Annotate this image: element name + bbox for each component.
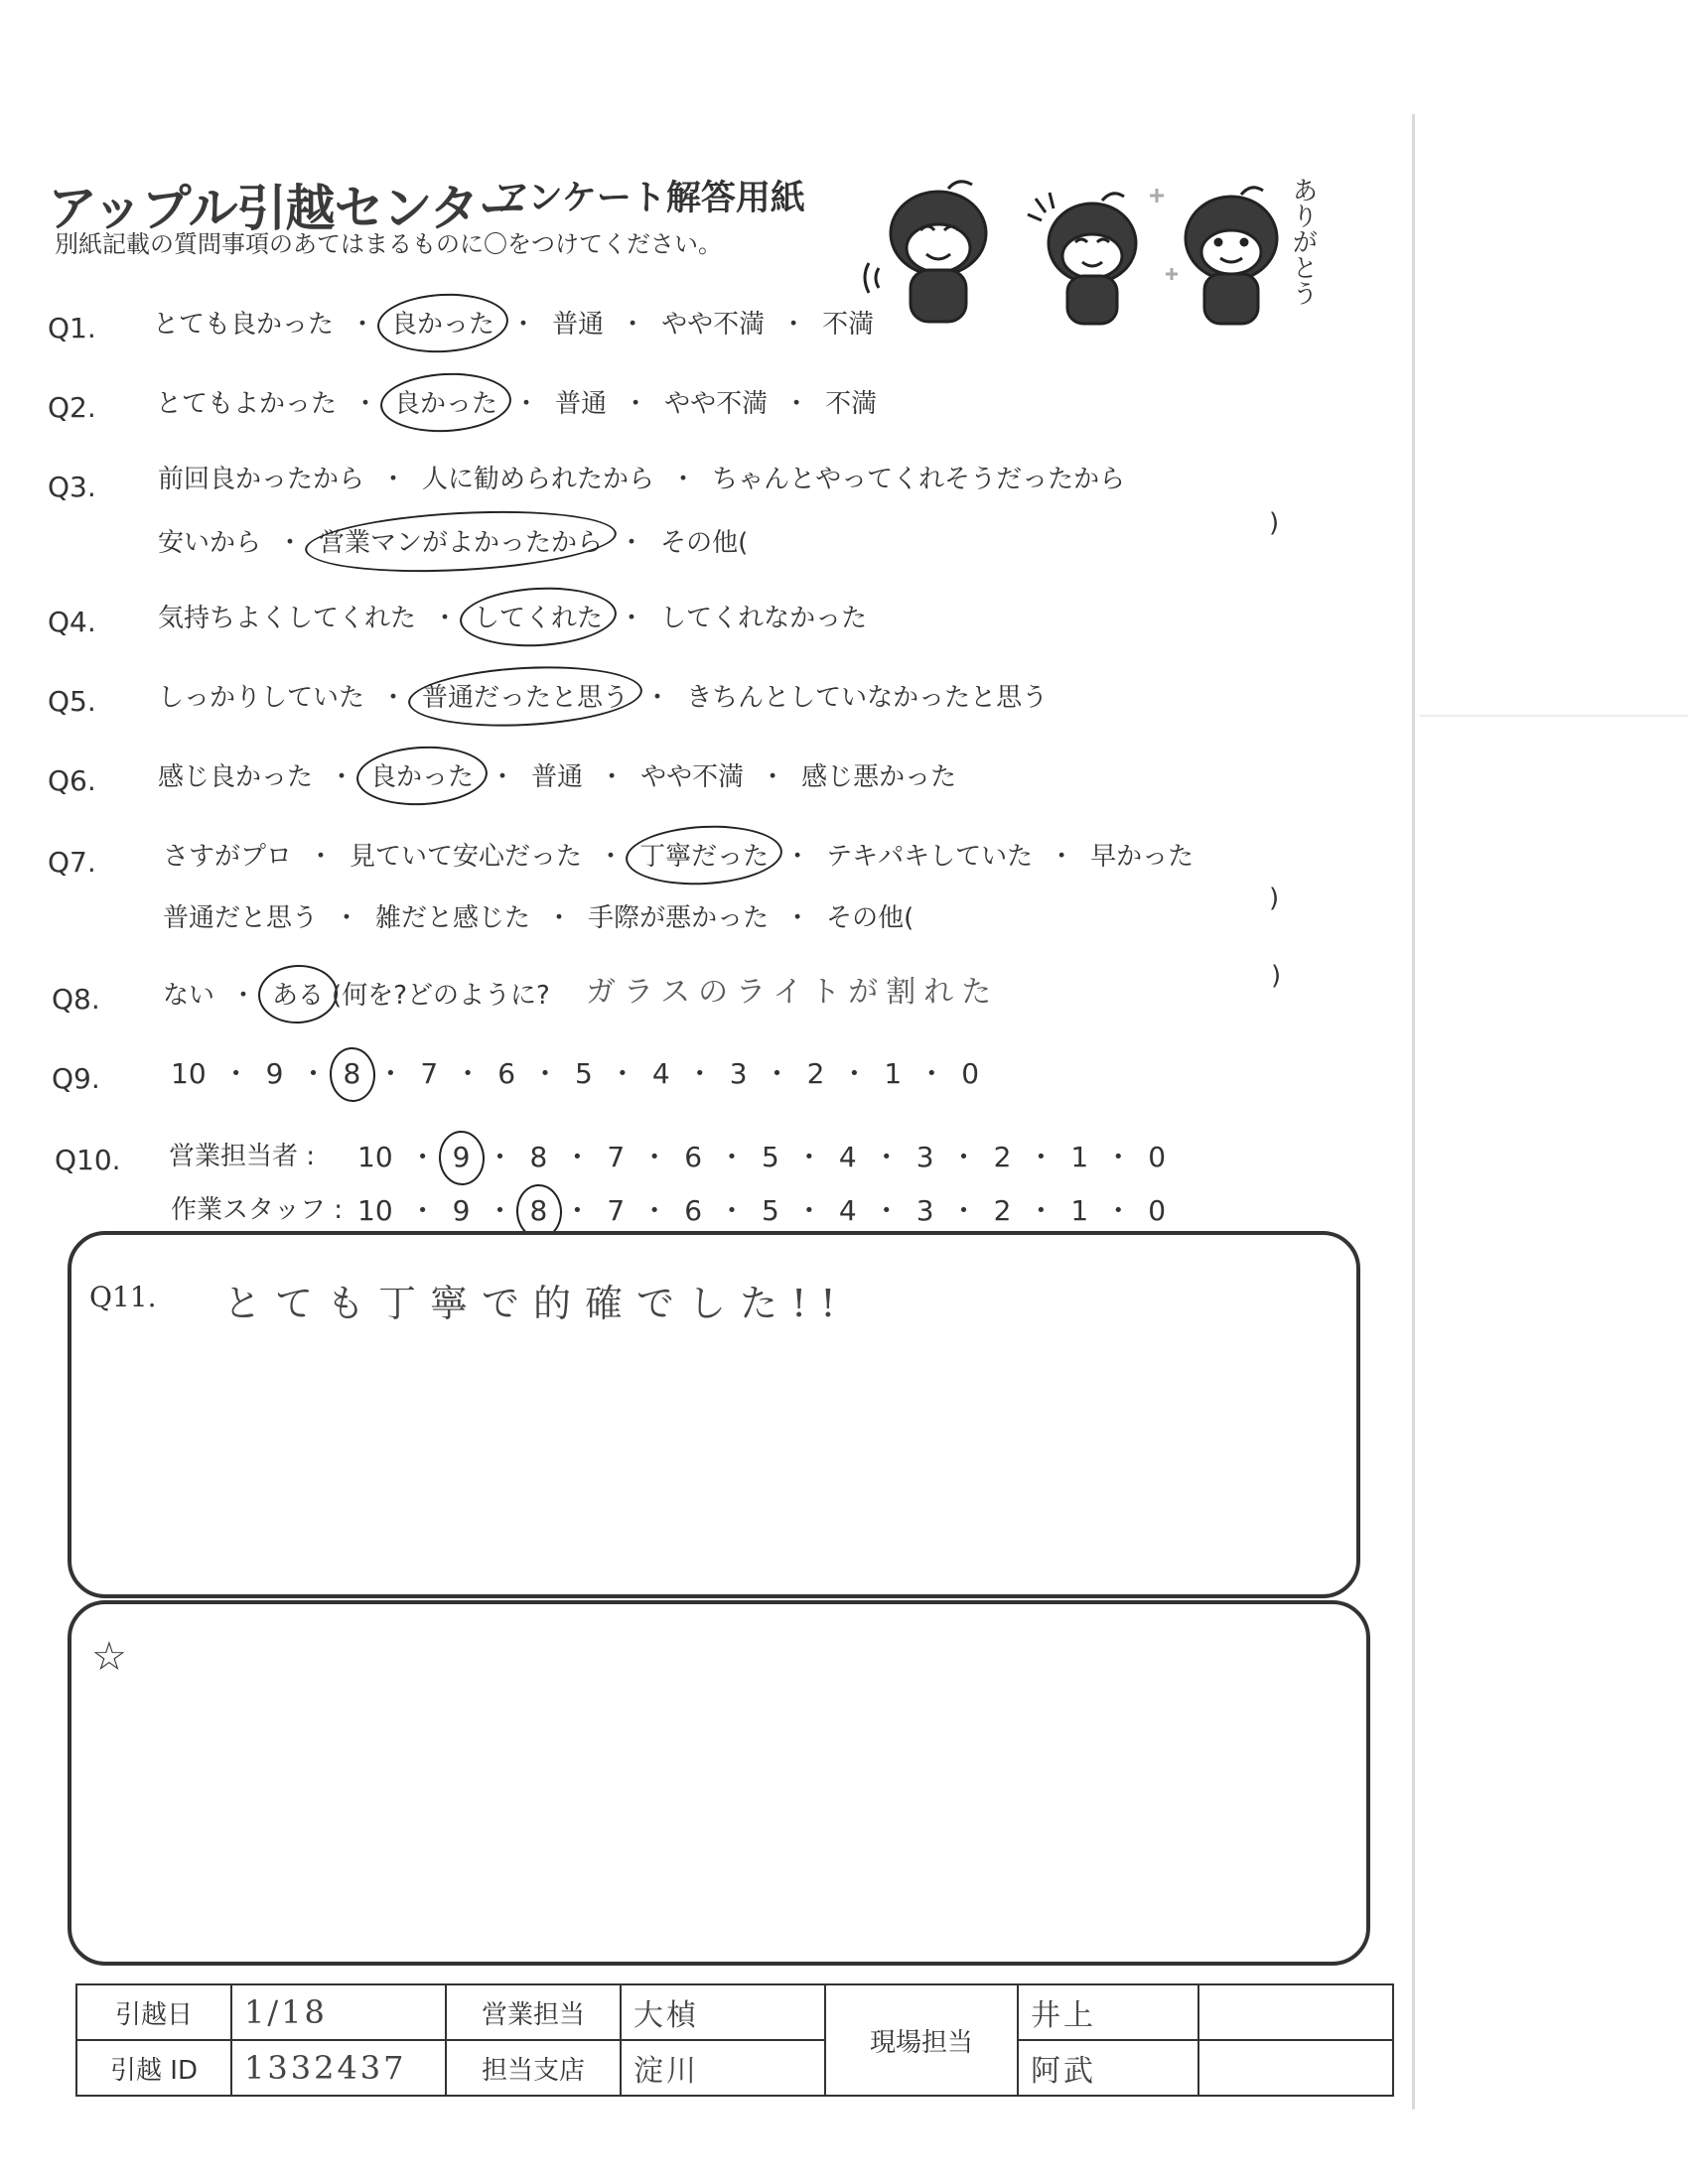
question-options: 気持ちよくしてくれた ・ してくれた ・ してくれなかった [154,598,871,634]
mascot-monkey-icon [1028,193,1136,324]
branch-label: 担当支店 [446,2040,621,2096]
question-options: 安いから ・ 営業マンがよかったから ・ その他( [154,522,752,559]
rating-option[interactable]: 10 [171,1057,207,1090]
rating-option[interactable]: 2 [806,1057,825,1090]
rating-option-selected[interactable]: 8 [526,1194,552,1227]
question-options: しっかりしていた ・ 普通だったと思う ・ きちんとしていなかったと思う [154,677,1052,714]
mascot-monkey-icon [1150,188,1277,324]
question-options: ない ・ ある (何を?どのように? [159,975,554,1012]
sales-rep-value: 大楨 [621,1984,825,2040]
question-number: Q1. [48,312,96,344]
question-options: 前回良かったから ・ 人に勧められたから ・ ちゃんとやってくれそうだったから [154,459,1129,495]
rating-option[interactable]: 0 [1148,1141,1167,1173]
option[interactable]: とてもよかった [156,389,338,419]
rating-option[interactable]: 9 [452,1194,471,1227]
option[interactable]: ちゃんとやってくれそうだったから [712,465,1126,494]
rating-option[interactable]: 3 [729,1057,748,1090]
rating-option[interactable]: 3 [915,1141,934,1173]
rating-option[interactable]: 4 [838,1141,857,1173]
option[interactable]: 感じ良かった [158,762,314,792]
option[interactable]: 見ていて安心だった [350,842,583,872]
question-number: Q2. [48,391,96,424]
rating-option[interactable]: 5 [762,1194,779,1227]
question-number: Q10. [55,1144,121,1176]
rating-option[interactable]: 7 [607,1194,626,1227]
site-staff-label: 現場担当 [825,1984,1018,2096]
empty-cell [1198,1984,1393,2040]
question-options: とても良かった ・ 良かった ・ 普通 ・ やや不満 ・ 不満 [149,304,878,341]
comment-box[interactable] [68,1600,1370,1966]
rating-scale: 10 ・ 9 ・ 8 ・ 7 ・ 6 ・ 5 ・ 4 ・ 3 ・ 2 ・ 1 ・ 0 [353,1136,1170,1175]
option[interactable]: 不満 [822,310,875,340]
rating-option[interactable]: 2 [993,1194,1012,1227]
rating-option-selected[interactable]: 8 [340,1057,365,1090]
option[interactable]: してくれなかった [660,604,868,633]
mascot-thanks-text: ありがとう [1288,177,1318,306]
site-staff-value: 井上 [1018,1984,1198,2040]
option-selected[interactable]: してくれた [470,598,607,634]
option-selected[interactable]: 良かった [387,304,498,341]
branch-value: 淀川 [621,2040,825,2096]
option[interactable]: きちんとしていなかったと思う [686,683,1049,713]
question-number: Q7. [48,846,96,879]
rating-option[interactable]: 4 [651,1057,670,1090]
rating-option[interactable]: 10 [357,1194,393,1227]
option-selected[interactable]: 普通だったと思う [418,677,633,714]
page-edge-line [1420,715,1688,717]
rating-option[interactable]: 0 [961,1057,980,1090]
footer-info-table [75,1983,1394,2097]
question-options: さすがプロ ・ 見ていて安心だった ・ 丁寧だった ・ テキパキしていた ・ 早かった [159,836,1197,873]
option[interactable]: 前回良かったから [158,465,365,494]
option[interactable]: 早かった [1090,842,1195,872]
option-selected[interactable]: 良かった [366,756,478,793]
option[interactable]: やや不満 [640,762,745,792]
question-number: Q9. [52,1062,100,1095]
option[interactable]: 雑だと感じた [375,903,531,933]
rating-option[interactable]: 4 [838,1194,857,1227]
option[interactable]: しっかりしていた [158,683,365,713]
handwritten-answer: とても丁寧で的確でした!! [223,1282,850,1325]
question-options: とてもよかった ・ 良かった ・ 普通 ・ やや不満 ・ 不満 [152,383,881,420]
option[interactable]: 手際が悪かった [588,903,770,933]
option[interactable]: とても良かった [153,310,335,340]
option[interactable]: 普通 [552,310,605,340]
option[interactable]: さすがプロ [163,842,293,872]
option-other[interactable]: その他( [660,528,749,558]
option[interactable]: 人に勧められたから [422,465,655,494]
rating-option[interactable]: 10 [357,1141,393,1173]
question-number: Q3. [48,471,96,503]
rating-option[interactable]: 5 [575,1057,593,1090]
rating-option[interactable]: 9 [265,1057,284,1090]
instruction-text: 別紙記載の質問事項のあてはまるものに〇をつけてください。 [55,230,722,258]
rating-option[interactable]: 1 [884,1057,903,1090]
option-other[interactable]: その他( [826,903,914,933]
option-selected[interactable]: ある [268,975,328,1012]
move-date-label: 引越日 [76,1984,231,2040]
staff-rating-label: 作業スタッフ : [171,1195,344,1225]
option[interactable]: 普通 [555,389,608,419]
option[interactable]: 感じ悪かった [801,762,957,792]
page-edge-line [1412,114,1415,2110]
question-number: Q11. [89,1281,157,1313]
option-selected[interactable]: 営業マンがよかったから [315,522,607,559]
paren-close: ) [1269,884,1280,913]
question-options: 普通だと思う ・ 雑だと感じた ・ 手際が悪かった ・ その他( [159,897,917,934]
option[interactable]: 普通 [531,762,584,792]
option[interactable]: テキパキしていた [826,842,1034,872]
paren-close: ) [1269,508,1280,538]
rating-option[interactable]: 0 [1148,1194,1167,1227]
rating-option[interactable]: 5 [762,1141,779,1173]
question-number: Q4. [48,606,96,638]
rating-option[interactable]: 2 [993,1141,1012,1173]
question-number: Q8. [52,983,100,1016]
handwritten-answer: ガラスのライトが割れた [586,975,1000,1010]
mascot-illustration [859,159,1326,338]
empty-cell [1198,2040,1393,2096]
rating-option[interactable]: 3 [915,1194,934,1227]
sales-rep-label: 営業担当 [446,1984,621,2040]
question-number: Q5. [48,685,96,718]
rating-option[interactable]: 6 [497,1057,516,1090]
rating-option[interactable]: 1 [1070,1194,1089,1227]
option-selected[interactable]: 丁寧だった [635,836,773,873]
rating-option[interactable]: 8 [529,1141,548,1173]
option-prompt: (何を?どのように? [332,981,550,1011]
rating-option[interactable]: 6 [684,1194,703,1227]
star-icon: ☆ [91,1634,127,1680]
sales-rating-label: 営業担当者 : [169,1142,316,1171]
question-number: Q6. [48,764,96,797]
rating-option-selected[interactable]: 9 [449,1141,475,1173]
option[interactable]: 安いから [158,528,262,558]
option[interactable]: ない [163,981,215,1011]
rating-option[interactable]: 1 [1070,1141,1089,1173]
move-id-value: 1332437 [231,2040,446,2096]
rating-scale: 10 ・ 9 ・ 8 ・ 7 ・ 6 ・ 5 ・ 4 ・ 3 ・ 2 ・ 1 ・ 0 [353,1189,1170,1229]
move-id-label: 引越 ID [76,2040,231,2096]
rating-option[interactable]: 7 [607,1141,626,1173]
site-staff-value: 阿武 [1018,2040,1198,2096]
option[interactable]: 普通だと思う [163,903,319,933]
option[interactable]: やや不満 [661,310,766,340]
paren-close: ) [1271,961,1282,991]
option[interactable]: やや不満 [664,389,769,419]
rating-option[interactable]: 7 [420,1057,439,1090]
option[interactable]: 気持ちよくしてくれた [158,604,417,633]
option-selected[interactable]: 良かった [390,383,501,420]
option[interactable]: 不満 [825,389,878,419]
rating-option[interactable]: 6 [684,1141,703,1173]
mascot-monkey-icon [865,182,986,322]
brand-logo: アップル引越センター [48,180,527,237]
rating-scale: 10 ・ 9 ・ 8 ・ 7 ・ 6 ・ 5 ・ 4 ・ 3 ・ 2 ・ 1 ・ 0 [167,1052,983,1092]
question-options: 感じ良かった ・ 良かった ・ 普通 ・ やや不満 ・ 感じ悪かった [154,756,960,793]
form-title: アンケート解答用紙 [494,179,805,218]
move-date-value: 1/18 [231,1984,446,2040]
